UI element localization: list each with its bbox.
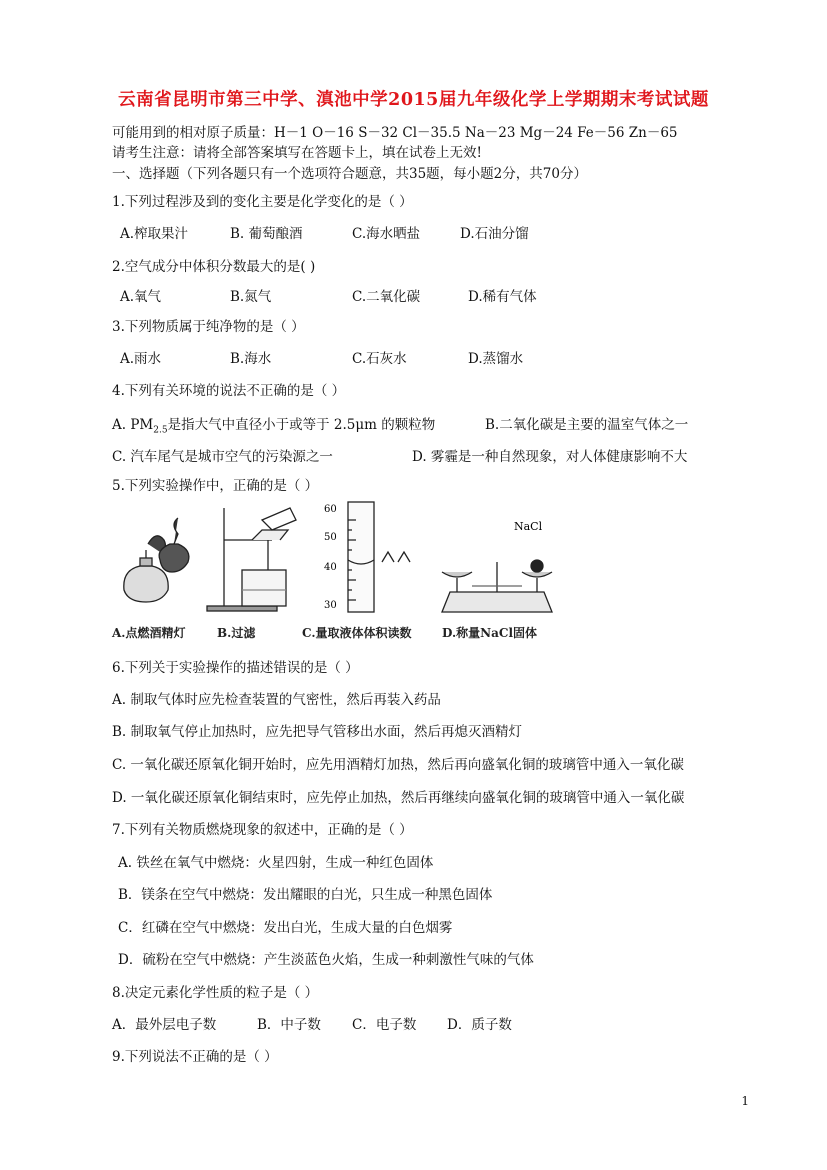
apparatus-drawing [112, 500, 562, 620]
option: B．中子数 [257, 1017, 321, 1033]
scale-tick-label: 40 [324, 562, 337, 573]
question-stem: 3.下列物质属于纯净物的是（ ） [112, 319, 305, 335]
question-stem: 2.空气成分中体积分数最大的是( ) [112, 259, 316, 275]
option: C.石灰水 [352, 351, 407, 367]
experiment-figure [112, 500, 562, 645]
option: D. 一氧化碳还原氧化铜结束时，应先停止加热，然后再继续向盛氧化铜的玻璃管中通入一氧化碳 [112, 790, 685, 806]
option: A．最外层电子数 [112, 1017, 217, 1033]
option: D．硫粉在空气中燃烧：产生淡蓝色火焰，生成一种刺激性气味的气体 [118, 952, 534, 968]
option: C．电子数 [352, 1017, 417, 1033]
option: C. 汽车尾气是城市空气的污染源之一 [112, 449, 333, 465]
scale-tick-label: 60 [324, 504, 337, 515]
option: C. 一氧化碳还原氧化铜开始时，应先用酒精灯加热，然后再向盛氧化铜的玻璃管中通入一氧化碳 [112, 757, 684, 773]
page-title: 云南省昆明市第三中学、滇池中学2015届九年级化学上学期期末考试试题 [118, 90, 709, 110]
option: D. 雾霾是一种自然现象，对人体健康影响不大 [412, 449, 688, 465]
option: A.氧气 [120, 289, 162, 305]
option: B．镁条在空气中燃烧：发出耀眼的白光，只生成一种黑色固体 [118, 887, 493, 903]
option: B. 葡萄酿酒 [230, 226, 303, 242]
option: A.雨水 [120, 351, 162, 367]
option: A. $PM_{2.5}$是指大气中直径小于或等于 2.5μm 的颗粒物 [112, 417, 436, 436]
scale-tick-label: 30 [324, 600, 337, 611]
figure-caption: A.点燃酒精灯 [112, 626, 186, 640]
nacl-label: NaCl [514, 520, 543, 533]
scale-tick-label: 50 [324, 532, 337, 543]
option: C.二氧化碳 [352, 289, 421, 305]
question-stem: 1.下列过程涉及到的变化主要是化学变化的是（ ） [112, 194, 413, 210]
option: D.石油分馏 [460, 226, 529, 242]
option: D.蒸馏水 [468, 351, 524, 367]
option: D.稀有气体 [468, 289, 537, 305]
figure-caption: D.称量NaCl固体 [442, 626, 538, 640]
notice: 请考生注意：请将全部答案填写在答题卡上，填在试卷上无效! [112, 145, 482, 161]
question-stem: 5.下列实验操作中，正确的是（ ） [112, 478, 319, 494]
option: B.海水 [230, 351, 272, 367]
option: C.海水晒盐 [352, 226, 421, 242]
option: B.氮气 [230, 289, 272, 305]
option: D．质子数 [447, 1017, 512, 1033]
option: B.二氧化碳是主要的温室气体之一 [485, 417, 689, 433]
question-stem: 8.决定元素化学性质的粒子是（ ） [112, 985, 319, 1001]
question-stem: 6.下列关于实验操作的描述错误的是（ ） [112, 660, 359, 676]
option: A. 制取气体时应先检查装置的气密性，然后再装入药品 [112, 692, 441, 708]
atomic-masses: 可能用到的相对原子质量：H－1 O－16 S－32 Cl－35.5 Na－23 Mg－24 Fe－56 Zn－65 [112, 125, 678, 141]
option: A.榨取果汁 [120, 226, 189, 242]
question-stem: 4.下列有关环境的说法不正确的是（ ） [112, 383, 346, 399]
option: A. 铁丝在氧气中燃烧：火星四射，生成一种红色固体 [118, 855, 434, 871]
option: C．红磷在空气中燃烧：发出白光，生成大量的白色烟雾 [118, 920, 453, 936]
question-stem: 7.下列有关物质燃烧现象的叙述中，正确的是（ ） [112, 822, 413, 838]
page-number: 1 [741, 1094, 749, 1108]
figure-caption: B.过滤 [217, 626, 256, 640]
question-stem: 9.下列说法不正确的是（ ） [112, 1049, 278, 1065]
option: B. 制取氧气停止加热时，应先把导气管移出水面，然后再熄灭酒精灯 [112, 724, 523, 740]
section-heading: 一、选择题（下列各题只有一个选项符合题意，共35题，每小题2分，共70分） [112, 166, 587, 182]
figure-caption: C.量取液体体积读数 [302, 626, 412, 640]
